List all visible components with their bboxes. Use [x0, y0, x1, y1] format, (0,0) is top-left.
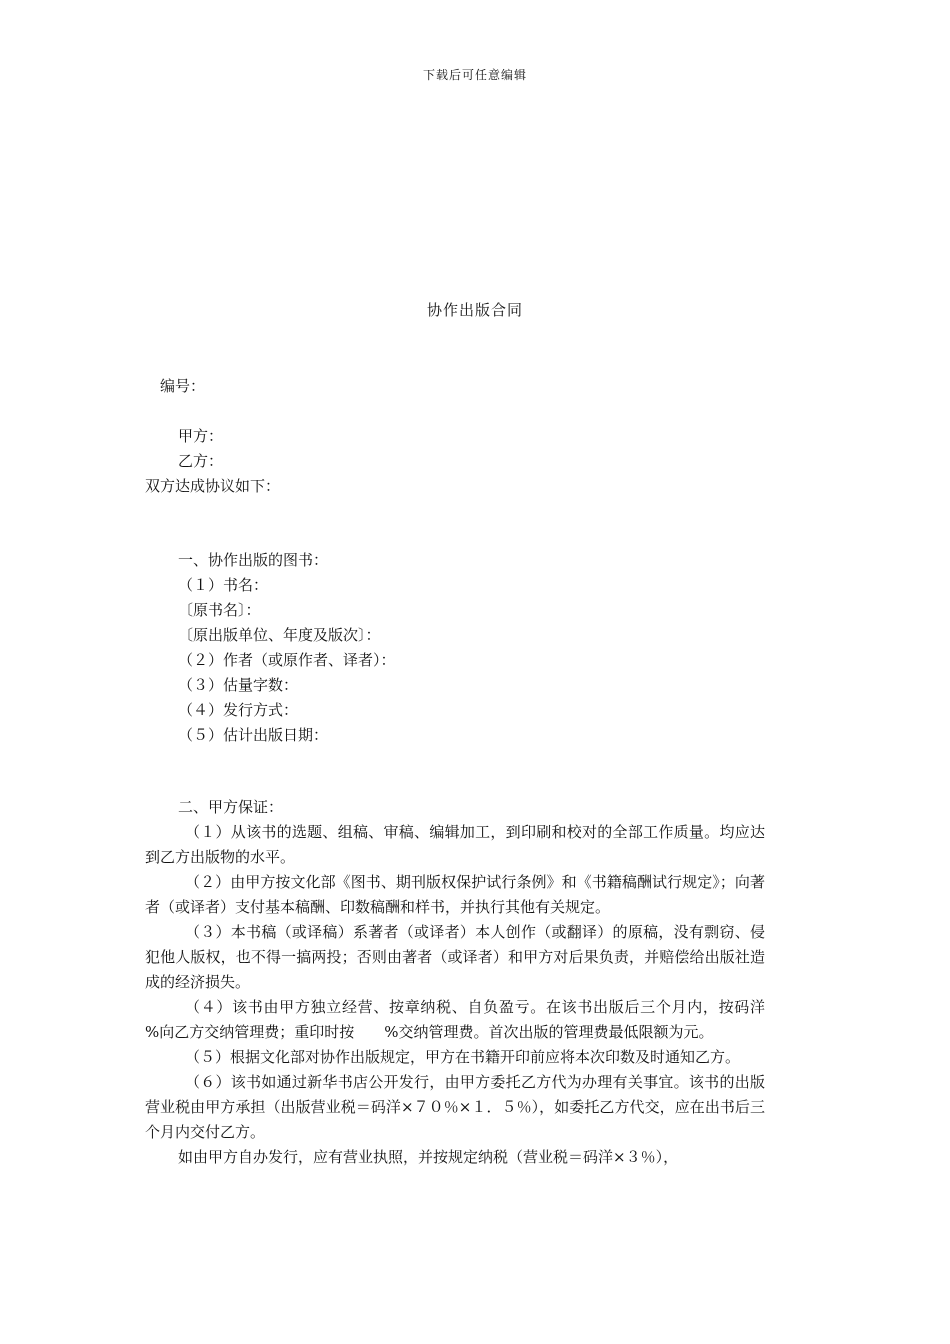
contract-number-label: 编号： [160, 377, 206, 395]
list-item: 〔原书名〕： [178, 601, 261, 619]
clause-paragraph: （１）从该书的选题、组稿、审稿、编辑加工，到印刷和校对的全部工作质量。均应达到乙方出版物的水平。 [145, 823, 765, 866]
list-item: 〔原出版单位、年度及版次〕： [178, 626, 381, 644]
list-item: （５）估计出版日期： [178, 726, 329, 744]
clause-paragraph: （２）由甲方按文化部《图书、期刊版权保护试行条例》和《书籍稿酬试行规定》；向著者（或译者）支付基本稿酬、印数稿酬和样书，并执行其他有关规定。 [145, 873, 765, 916]
document-title: 协作出版合同 [426, 301, 523, 319]
clause-paragraph: （６）该书如通过新华书店公开发行，由甲方委托乙方代为办理有关事宜。该书的出版营业税由甲方承担（出版营业税＝码洋×７０％×１．５％），如委托乙方代交，应在出书后三个月内交付乙方。 [145, 1073, 765, 1141]
section-guarantees [145, 795, 796, 1170]
agreement-intro: 双方达成协议如下： [145, 477, 281, 495]
section-heading: 二、甲方保证： [178, 798, 284, 816]
list-item: （３）估量字数： [178, 676, 299, 694]
list-item: （１）书名： [178, 576, 269, 594]
clause-paragraph: （５）根据文化部对协作出版规定，甲方在书籍开印前应将本次印数及时通知乙方。 [185, 1048, 741, 1066]
list-item: （２）作者（或原作者、译者）： [178, 651, 396, 669]
party-a-label: 甲方： [178, 427, 224, 445]
clause-paragraph: 如由甲方自办发行，应有营业执照，并按规定纳税（营业税＝码洋×３％）， [178, 1148, 679, 1166]
list-item: （４）发行方式： [178, 701, 299, 719]
clause-paragraph: （３）本书稿（或译稿）系著者（或译者）本人创作（或翻译）的原稿，没有剽窃、侵犯他人版权，也不得一搞两投；否则由著者（或译者）和甲方对后果负责，并赔偿给出版社造成的经济损失。 [145, 923, 765, 991]
section-heading: 一、协作出版的图书： [178, 551, 329, 569]
clause-paragraph: （４）该书由甲方独立经营、按章纳税、自负盈亏。在该书出版后三个月内，按码洋 %向乙方交纳管理费；重印时按 %交纳管理费。首次出版的管理费最低限额为元。 [145, 998, 796, 1041]
header-note: 下载后可任意编辑 [422, 68, 527, 82]
party-b-label: 乙方： [178, 452, 224, 470]
section-books [145, 548, 765, 748]
